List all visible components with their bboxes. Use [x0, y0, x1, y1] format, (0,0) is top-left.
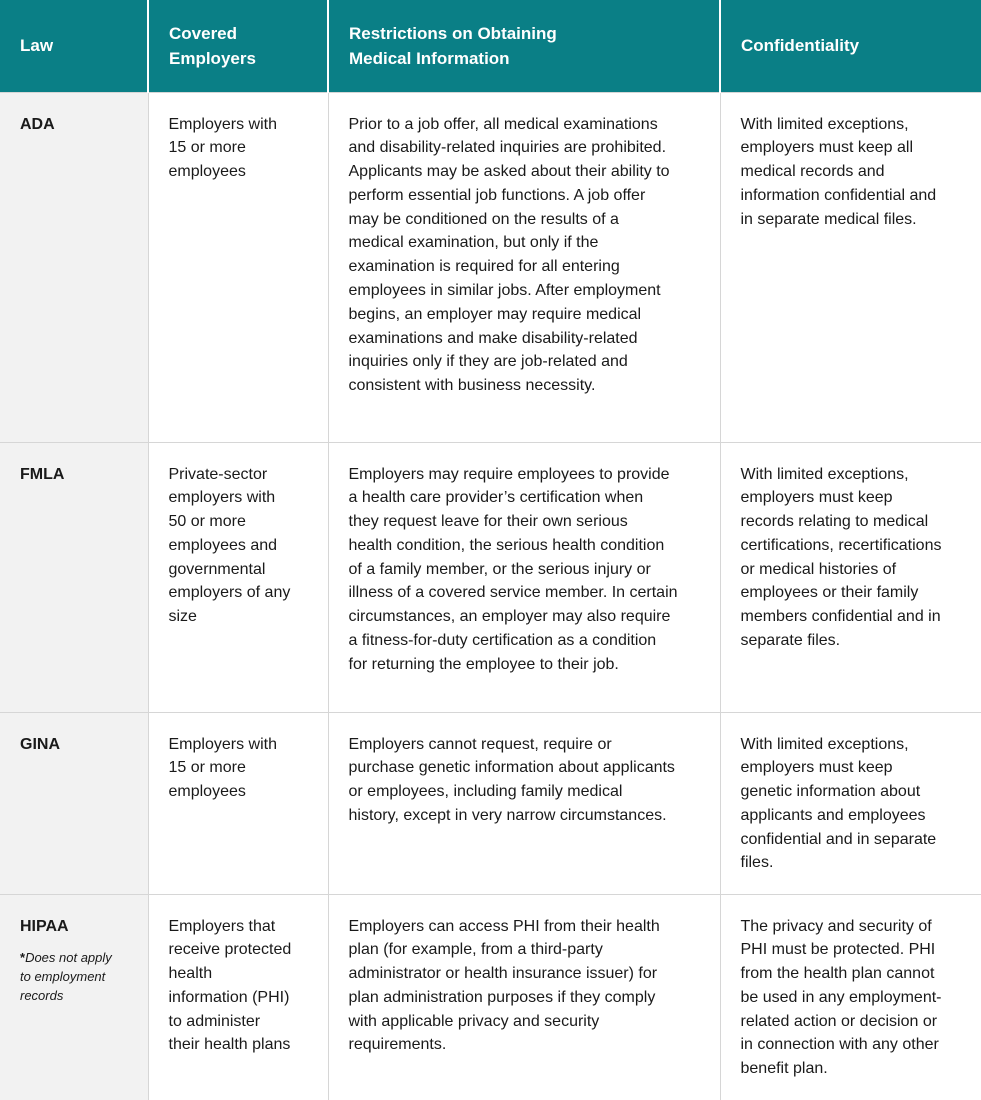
- table-row: [0, 92, 981, 442]
- restrictions-cell: Employers cannot request, require or purchase genetic information about applicants or employees, including family medical history, except in very narrow circumstances.: [328, 712, 720, 894]
- table-row: [0, 894, 981, 1100]
- covered-employers-cell: Employers with 15 or more employees: [148, 712, 328, 894]
- restrictions-cell: Employers can access PHI from their health plan (for example, from a third-party administrator or health insurance issuer) for plan administration purposes if they comply with applicable privacy and security requirements.: [328, 894, 720, 1100]
- law-cell-hipaa: [0, 894, 148, 1100]
- header-restrictions: Restrictions on Obtaining Medical Information: [328, 0, 720, 92]
- confidentiality-cell: The privacy and security of PHI must be protected. PHI from the health plan cannot be used in any employment- related action or decision or in connection with any other benefit plan.: [720, 894, 981, 1100]
- law-name: GINA: [0, 712, 148, 894]
- law-name: HIPAA: [20, 917, 69, 935]
- law-name: FMLA: [0, 442, 148, 712]
- footnote-text: Does not apply to employment records: [20, 950, 112, 1004]
- confidentiality-cell: With limited exceptions, employers must keep all medical records and information confidential and in separate medical files.: [720, 92, 981, 442]
- header-covered-employers: Covered Employers: [148, 0, 328, 92]
- covered-employers-cell: Employers with 15 or more employees: [148, 92, 328, 442]
- covered-employers-cell: Private-sector employers with 50 or more employees and governmental employers of any size: [148, 442, 328, 712]
- restrictions-cell: Employers may require employees to provide a health care provider’s certification when they request leave for their own serious health condition, the serious health condition of a family member, or the serious injury or illness of a covered service member. In certain circumstances, an employer may also require a fitness-for-duty certification as a condition for returning the employee to their job.: [328, 442, 720, 712]
- law-name: ADA: [0, 92, 148, 442]
- law-footnote: [20, 948, 138, 1005]
- covered-employers-cell: Employers that receive protected health information (PHI) to administer their health plans: [148, 894, 328, 1100]
- header-law: Law: [0, 0, 148, 92]
- header-row: [0, 0, 981, 92]
- confidentiality-cell: With limited exceptions, employers must keep genetic information about applicants and employees confidential and in separate files.: [720, 712, 981, 894]
- header-confidentiality: Confidentiality: [720, 0, 981, 92]
- table-row: [0, 712, 981, 894]
- table-row: [0, 442, 981, 712]
- confidentiality-cell: With limited exceptions, employers must keep records relating to medical certifications, recertifications or medical histories of employees or their family members confidential and in separate files.: [720, 442, 981, 712]
- footnote-asterisk: *: [20, 950, 26, 966]
- restrictions-cell: Prior to a job offer, all medical examinations and disability-related inquiries are prohibited. Applicants may be asked about their ability to perform essential job functions. A job offer may be conditioned on the results of a medical examination, but only if the examination is required for all entering employees in similar jobs. After employment begins, an employer may require medical examinations and make disability-related inquiries only if they are job-related and consistent with business necessity.: [328, 92, 720, 442]
